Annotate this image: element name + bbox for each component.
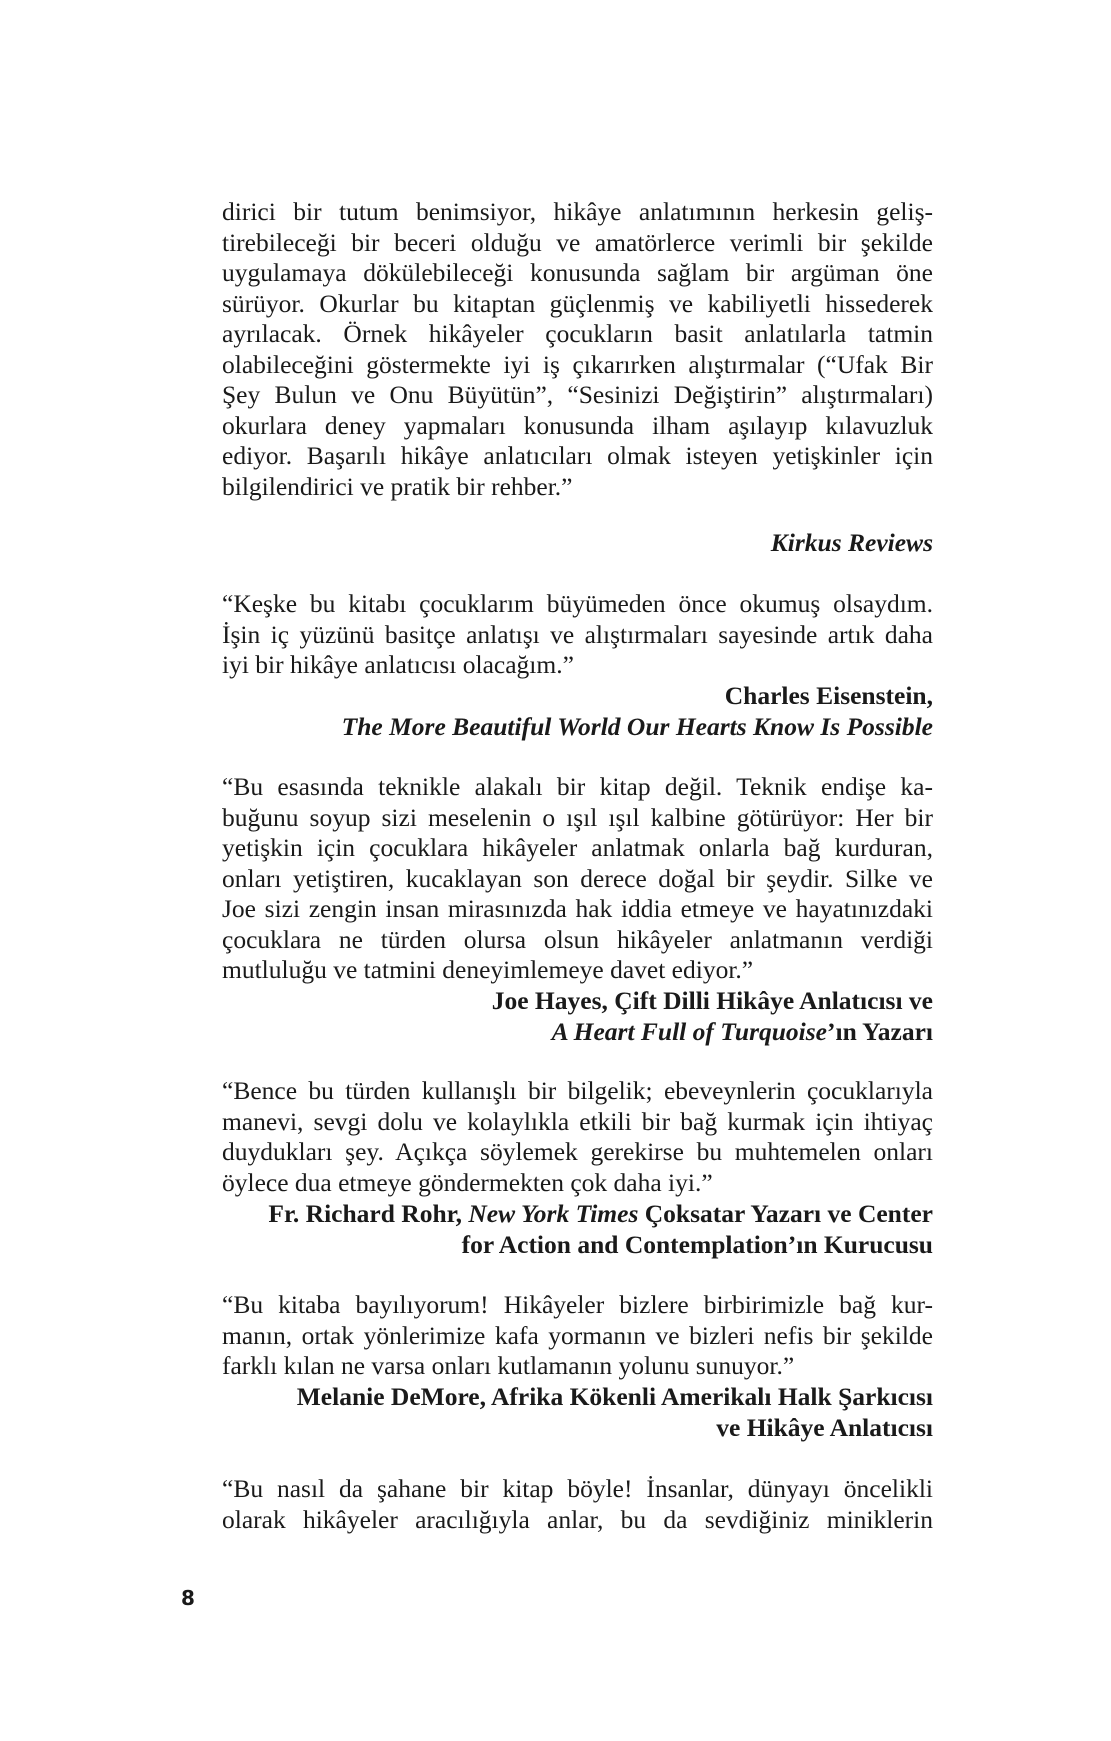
text-line: okurlara deney yapmaları konusunda ilham aşılayıp kılavuzluk: [222, 410, 933, 440]
text-line: ayrılacak. Örnek hikâyeler çocukların basit anlatılarla tatmin: [222, 319, 933, 348]
review-eisenstein-attribution: [342, 681, 933, 742]
text-line: farklı kılan ne varsa onları kutlamanın yolunu sunuyor.”: [222, 1351, 795, 1380]
text-line: “Bence bu türden kullanışlı bir bilgelik; ebeveynlerin çocuklarıyla: [222, 1076, 933, 1105]
attribution-line: [268, 1199, 933, 1230]
review-hayes-attribution: [492, 986, 933, 1047]
attribution-name: Melanie DeMore, Afrika Kökenli Amerikalı Halk Şarkıcısı: [296, 1382, 933, 1411]
text-line: dirici bir tutum benimsiyor, hikâye anlatımının herkesin geliş-: [222, 197, 933, 226]
text-line: Şey Bulun ve Onu Büyütün”, “Sesinizi Değiştirin” alıştırmaları): [222, 380, 933, 409]
text-line: tirebileceği bir beceri olduğu ve amatörlerce verimli bir şekilde: [222, 227, 933, 257]
attribution-rest: Çoksatar Yazarı ve Center: [638, 1199, 933, 1228]
review-rohr-body: [222, 1076, 933, 1198]
text-line: “Bu esasında teknikle alakalı bir kitap değil. Teknik endişe ka-: [222, 772, 933, 801]
review-hayes-body: [222, 772, 933, 986]
text-line: onları yetiştiren, kucaklayan son derece doğal bir şeydir. Silke ve: [222, 863, 933, 893]
attribution-name: Charles Eisenstein,: [724, 681, 933, 710]
text-line: İşin iç yüzünü basitçe anlatışı ve alıştırmaları sayesinde artık daha: [222, 619, 933, 649]
text-line: manevi, sevgi dolu ve kolaylıkla etkili bir bağ kurmak için ihtiyaç: [222, 1106, 933, 1136]
text-line: uygulamaya dökülebileceği konusunda sağlam bir argüman öne: [222, 258, 933, 287]
text-line: duydukları şey. Açıkça söylemek gerekirse bu muhtemelen onları: [222, 1137, 933, 1166]
attribution-name: Joe Hayes, Çift Dilli Hikâye Anlatıcısı ve: [491, 986, 933, 1015]
text-line: “Keşke bu kitabı çocuklarım büyümeden önce okumuş olsaydım.: [222, 589, 933, 618]
review-demore-attribution: [297, 1382, 933, 1443]
attribution-line: for Action and Contemplation’ın Kurucusu: [461, 1229, 933, 1259]
text-line: yetişkin için çocuklara hikâyeler anlatmak onlarla bağ kurduran,: [222, 833, 933, 862]
text-line: “Bu nasıl da şahane bir kitap böyle! İnsanlar, dünyayı öncelikli: [222, 1474, 933, 1503]
attribution-name: Fr. Richard Rohr,: [268, 1199, 469, 1228]
attribution-suffix: ’ın Yazarı: [827, 1016, 933, 1046]
text-line: Joe sizi zengin insan mirasınızda hak iddia etmeye ve hayatınızdaki: [222, 894, 933, 923]
page-number: 8: [181, 1586, 195, 1610]
review-rohr-attribution: [268, 1199, 933, 1260]
text-line: bilgilendirici ve pratik bir rehber.”: [222, 471, 573, 501]
review-demore-body: [222, 1290, 933, 1382]
attribution-source: Kirkus Reviews: [770, 528, 933, 557]
review-kirkus-attribution: [771, 528, 933, 559]
attribution-work: A Heart Full of Turquoise: [551, 1016, 827, 1046]
review-kirkus-body: [222, 197, 933, 502]
text-line: çocuklara ne türden olursa olsun hikâyeler anlatmanın verdiği: [222, 924, 933, 954]
text-line: buğunu soyup sizi meselenin o ışıl ışıl kalbine götürüyor: Her bir: [222, 802, 933, 832]
review-continued-body: [222, 1474, 933, 1535]
text-line: manın, ortak yönlerimize kafa yormanın ve bizleri nefis bir şekilde: [222, 1320, 933, 1350]
review-eisenstein-body: [222, 589, 933, 681]
text-line: mutluluğu ve tatmini deneyimlemeye davet ediyor.”: [222, 955, 754, 984]
text-line: öylece dua etmeye göndermekten çok daha iyi.”: [222, 1167, 713, 1197]
attribution-work-line: [492, 1017, 933, 1048]
text-line: “Bu kitaba bayılıyorum! Hikâyeler bizlere birbirimizle bağ kur-: [222, 1290, 933, 1319]
text-line: olabileceğini göstermekte iyi iş çıkarırken alıştırmalar (“Ufak Bir: [222, 349, 933, 379]
attribution-work: The More Beautiful World Our Hearts Know Is Possible: [341, 711, 933, 741]
text-line: ediyor. Başarılı hikâye anlatıcıları olmak isteyen yetişkinler için: [222, 441, 933, 470]
attribution-work: New York Times: [468, 1199, 639, 1228]
text-line: sürüyor. Okurlar bu kitaptan güçlenmiş ve kabiliyetli hissederek: [222, 288, 933, 318]
attribution-role: ve Hikâye Anlatıcısı: [716, 1412, 933, 1442]
text-line: iyi bir hikâye anlatıcısı olacağım.”: [222, 650, 574, 679]
text-line: olarak hikâyeler aracılığıyla anlar, bu da sevdiğiniz miniklerin: [222, 1504, 933, 1534]
